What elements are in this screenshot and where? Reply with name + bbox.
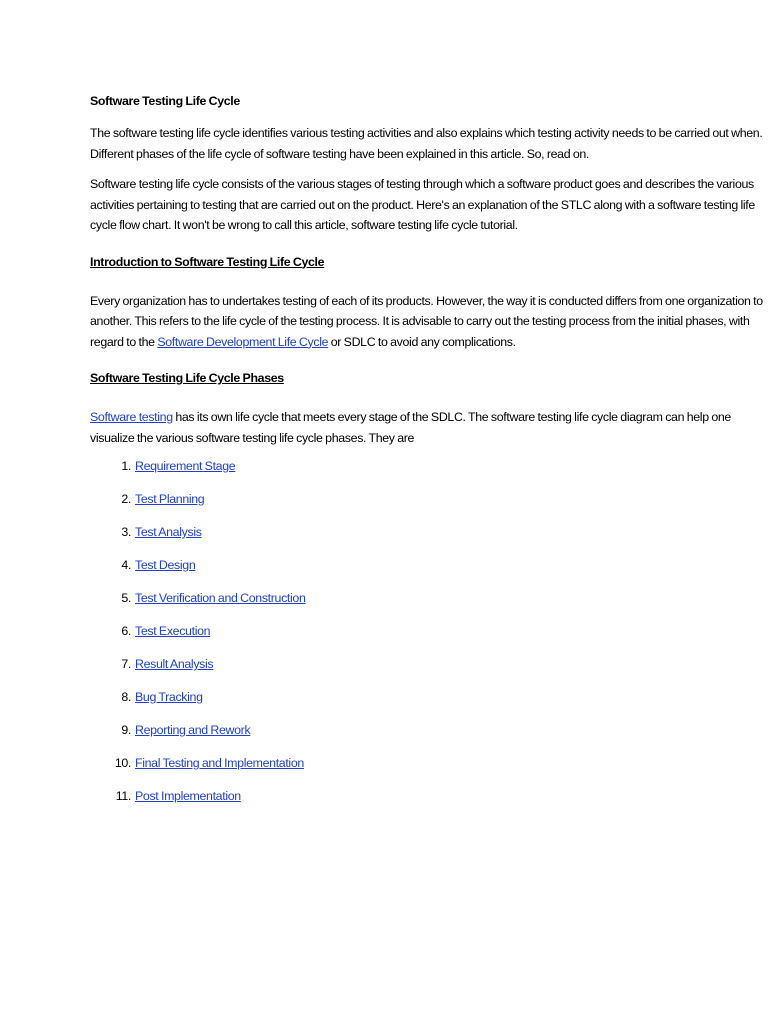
list-number: 11.: [115, 789, 131, 803]
list-item: [90, 557, 764, 590]
phases-paragraph: [90, 407, 764, 448]
list-item: [90, 689, 764, 722]
list-item: [90, 458, 764, 491]
stlc-description-paragraph: Software testing life cycle consists of the various stages of testing through which a software product goes and describes the various activities pertaining to testing that are carried out on the product. Here's an explanation of the STLC along with a software testing life cycle flow chart. It won't be wrong to call this article, software testing life cycle tutorial.: [90, 177, 755, 232]
list-item: [90, 590, 764, 623]
list-item: [90, 755, 764, 788]
list-item: [90, 623, 764, 656]
document-title: Software Testing Life Cycle: [90, 94, 240, 108]
phase-link-test-design[interactable]: Test Design: [135, 558, 196, 572]
list-number: 2.: [121, 492, 131, 506]
introduction-text: Every organization has to undertakes testing of each of its products. However, the way it is conducted differs from one organization to another. This refers to the life cycle of the testing process. It is advisable to carry out the testing process from the initial phases, with regard to the: [90, 293, 763, 349]
list-number: 1.: [121, 459, 131, 473]
phases-list: [90, 458, 764, 821]
phases-text: has its own life cycle that meets every stage of the SDLC. The software testing life cycle diagram can help one visualize the various software testing life cycle phases. They are: [90, 410, 731, 445]
list-number: 7.: [121, 657, 131, 671]
list-item: [90, 524, 764, 557]
phase-link-test-planning[interactable]: Test Planning: [135, 492, 205, 506]
phase-link-post-implementation[interactable]: Post Implementation: [135, 789, 241, 803]
list-item: [90, 656, 764, 689]
list-number: 10.: [114, 756, 131, 770]
list-number: 3.: [121, 525, 131, 539]
list-item: [90, 722, 764, 755]
section-heading-introduction: Introduction to Software Testing Life Cycle: [90, 254, 325, 269]
section-heading-phases: Software Testing Life Cycle Phases: [90, 371, 284, 385]
phase-link-bug-tracking[interactable]: Bug Tracking: [135, 690, 203, 704]
sdlc-link[interactable]: Software Development Life Cycle: [157, 334, 329, 349]
list-number: 8.: [121, 690, 131, 704]
list-number: 5.: [121, 591, 131, 605]
phase-link-requirement-stage[interactable]: Requirement Stage: [135, 459, 236, 473]
document-page: [90, 93, 764, 821]
phase-link-result-analysis[interactable]: Result Analysis: [135, 657, 214, 671]
list-number: 9.: [121, 723, 131, 737]
list-number: 6.: [121, 624, 131, 638]
phase-link-reporting-and-rework[interactable]: Reporting and Rework: [135, 723, 251, 737]
introduction-paragraph: [90, 291, 764, 353]
phase-link-test-analysis[interactable]: Test Analysis: [135, 525, 202, 539]
introduction-text-end: or SDLC to avoid any complications.: [328, 334, 516, 349]
phase-link-final-testing[interactable]: Final Testing and Implementation: [135, 756, 304, 770]
list-item: [90, 491, 764, 524]
list-item: [90, 788, 764, 821]
intro-paragraph: The software testing life cycle identifies various testing activities and also explains which testing activity needs to be carried out when. Different phases of the life cycle of software testing have been explained in this article. So, read on.: [90, 126, 763, 161]
phase-link-test-execution[interactable]: Test Execution: [135, 624, 211, 638]
list-number: 4.: [121, 558, 131, 572]
software-testing-link[interactable]: Software testing: [90, 410, 173, 424]
phase-link-test-verification[interactable]: Test Verification and Construction: [135, 591, 306, 605]
